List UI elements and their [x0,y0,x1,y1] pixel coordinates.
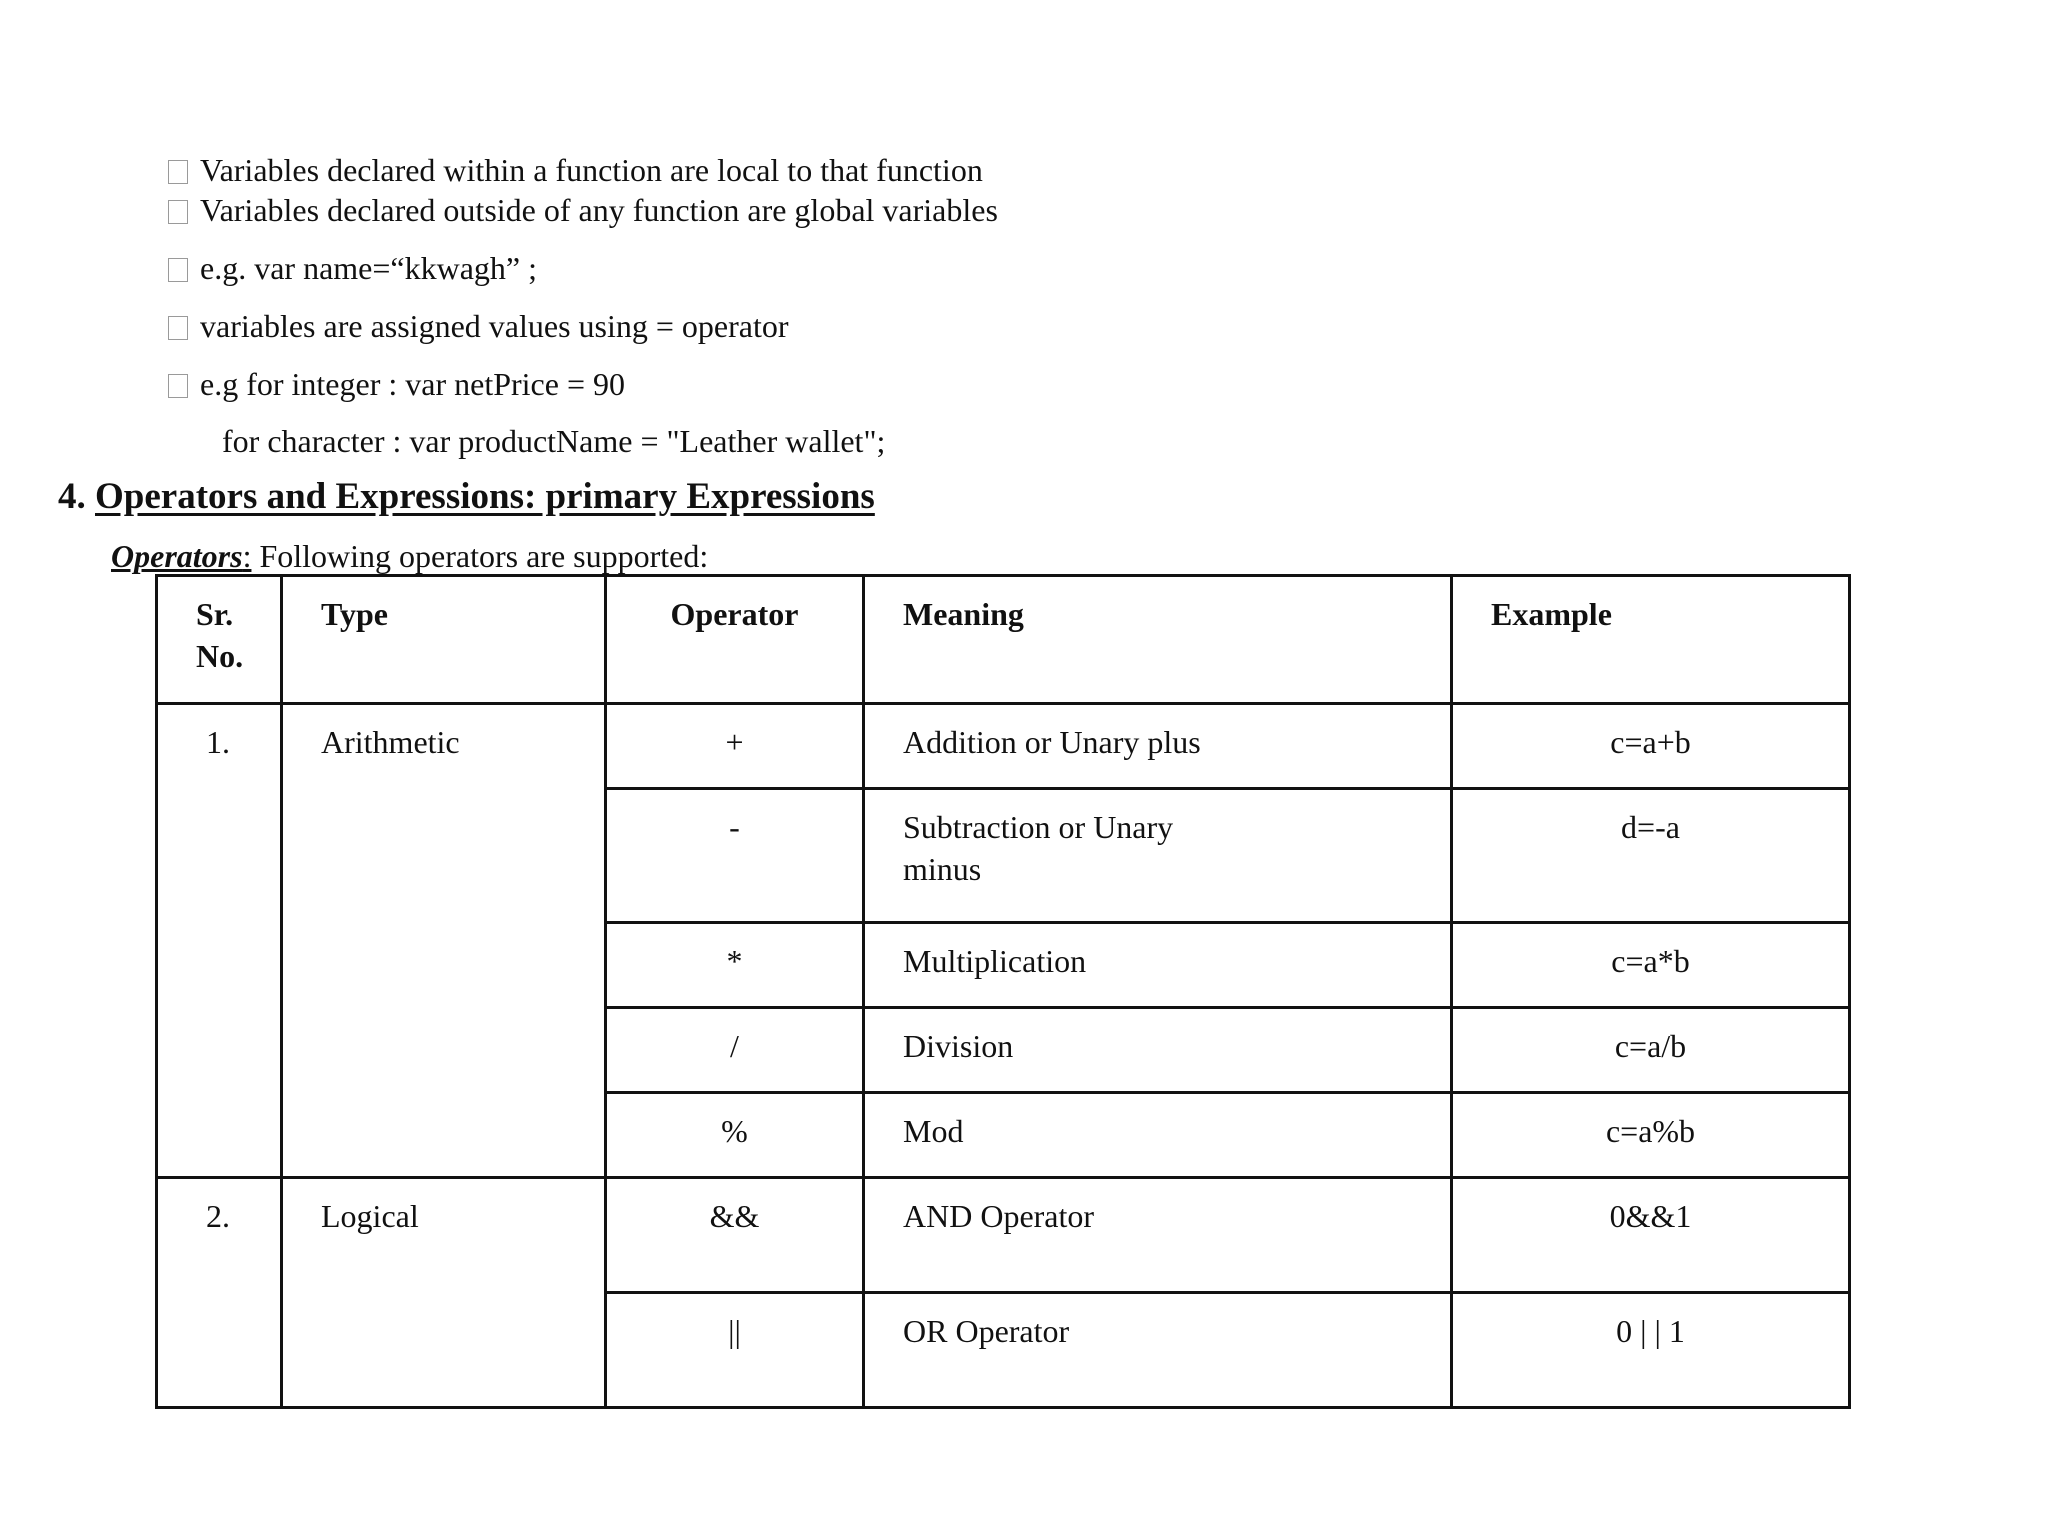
meaning-line: Subtraction or Unary [903,809,1174,845]
bullet-text: e.g. var name=“kkwagh” ; [200,250,538,286]
meaning-cell [864,789,1452,923]
bullet-text: Variables declared within a function are local to that function [200,152,983,188]
sr-cell: 1. [157,704,282,1178]
operators-table [155,574,1851,1409]
example-cell: 0 | | 1 [1452,1293,1850,1408]
example-cell: c=a+b [1452,704,1850,789]
meaning-cell: OR Operator [864,1293,1452,1408]
section-heading [58,474,875,520]
header-sr-no [157,576,282,704]
meaning-cell: Division [864,1008,1452,1093]
meaning-cell: Addition or Unary plus [864,704,1452,789]
section-number: 4. [58,476,86,517]
bullet-example-integer [168,364,625,404]
header-type: Type [282,576,606,704]
example-cell: c=a*b [1452,923,1850,1008]
meaning-cell: AND Operator [864,1178,1452,1293]
operator-cell: / [606,1008,864,1093]
sr-cell: 2. [157,1178,282,1408]
type-cell: Logical [282,1178,606,1408]
operator-cell: % [606,1093,864,1178]
bullet-box-icon [168,316,188,340]
operator-cell: || [606,1293,864,1408]
header-sr-line2: No. [196,638,244,674]
header-operator: Operator [606,576,864,704]
operator-cell: && [606,1178,864,1293]
example-cell: d=-a [1452,789,1850,923]
operator-cell: * [606,923,864,1008]
bullet-box-icon [168,258,188,282]
header-example: Example [1452,576,1850,704]
operators-label: Operators [111,538,243,574]
example-cell: c=a%b [1452,1093,1850,1178]
operators-colon: : [242,538,252,574]
section-title: Operators and Expressions: primary Expressions [95,476,875,517]
example-character: for character : var productName = "Leather wallet"; [222,423,886,459]
type-cell: Arithmetic [282,704,606,1178]
bullet-box-icon [168,200,188,224]
table-row [157,1178,1850,1293]
operator-cell: - [606,789,864,923]
bullet-local-variables [168,150,983,190]
meaning-cell: Mod [864,1093,1452,1178]
bullet-text: Variables declared outside of any function are global variables [200,192,998,228]
table-row [157,704,1850,789]
operator-cell: + [606,704,864,789]
meaning-cell: Multiplication [864,923,1452,1008]
bullet-global-variables [168,190,998,230]
example-cell: 0&&1 [1452,1178,1850,1293]
operators-intro [111,536,708,576]
operators-intro-text: Following operators are supported: [251,538,709,574]
bullet-assignment [168,306,789,346]
header-sr-line1: Sr. [196,596,234,632]
meaning-line: minus [903,851,982,887]
bullet-text: e.g for integer : var netPrice = 90 [200,366,625,402]
bullet-example-name [168,248,537,288]
example-cell: c=a/b [1452,1008,1850,1093]
header-meaning: Meaning [864,576,1452,704]
table-header-row [157,576,1850,704]
bullet-box-icon [168,160,188,184]
bullet-box-icon [168,374,188,398]
bullet-text: variables are assigned values using = operator [200,308,789,344]
